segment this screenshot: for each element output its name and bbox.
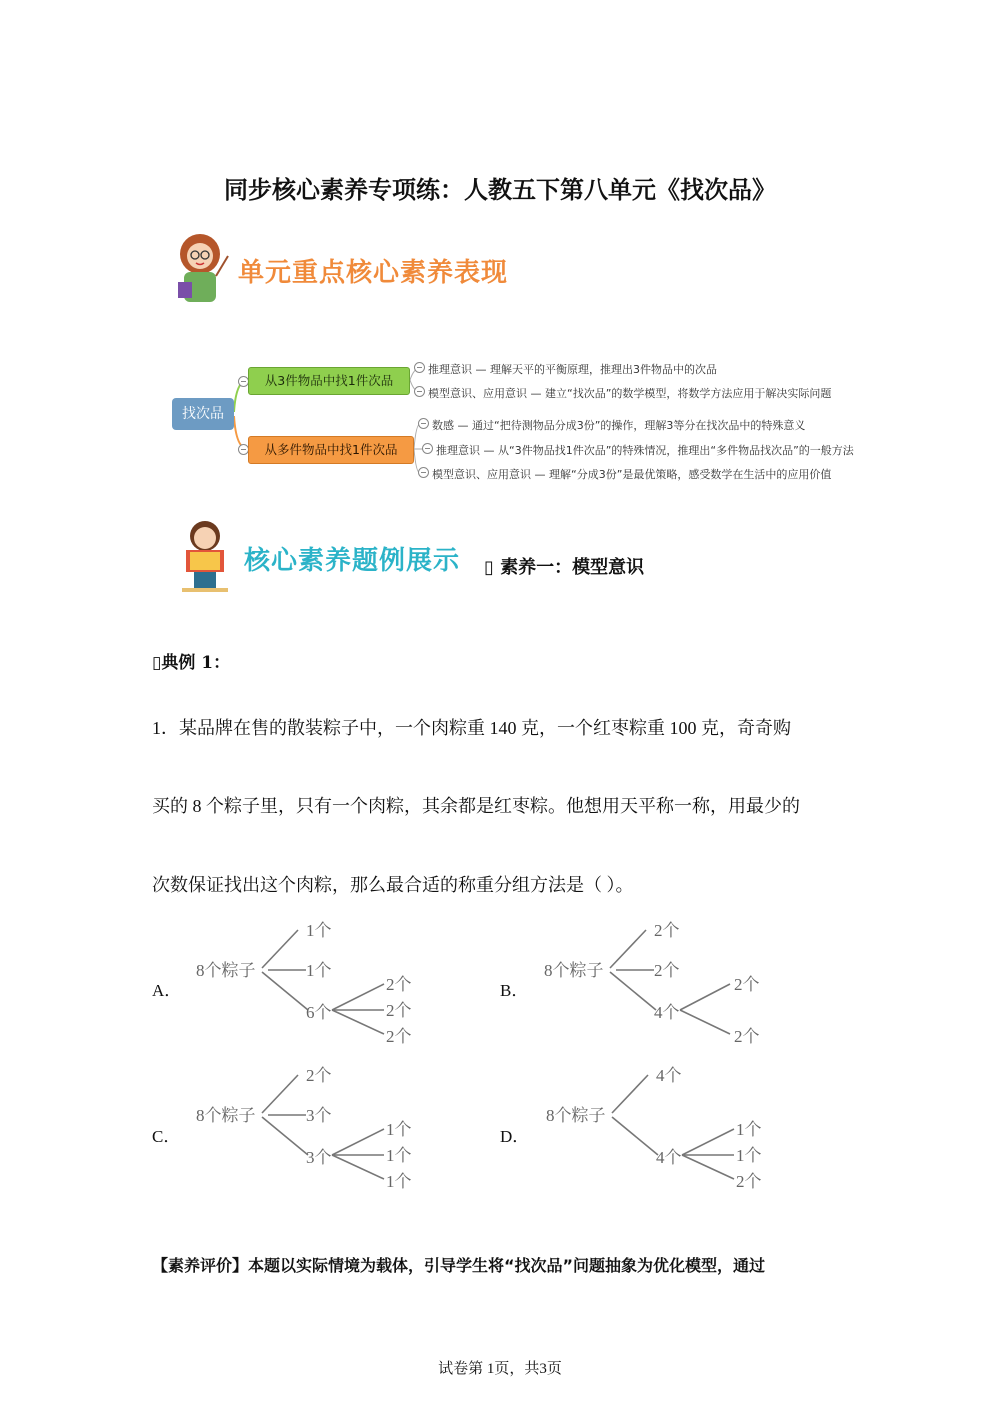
- mindmap-leaf: 模型意识、应用意识 — 建立“找次品”的数学模型，将数学方法应用于解决实际问题: [428, 387, 832, 400]
- tree-node: 4个: [656, 1148, 682, 1167]
- question-line: 买的 8 个粽子里，只有一个肉粽，其余都是红枣粽。他想用天平称一称，用最少的: [152, 796, 800, 816]
- tree-node: 4个: [656, 1066, 682, 1085]
- tree-node: 2个: [654, 921, 680, 940]
- section-heading-key-literacy: 单元重点核心素养表现: [238, 258, 509, 288]
- example-label: [152, 648, 230, 673]
- example-label-text: 典例 1：: [161, 653, 231, 673]
- tree-node: 1个: [386, 1172, 412, 1191]
- option-a-tree[interactable]: [190, 910, 430, 1050]
- option-b-tree[interactable]: [538, 910, 778, 1050]
- tree-node: 4个: [654, 1003, 680, 1022]
- option-d-letter[interactable]: D．: [500, 1127, 530, 1146]
- collapse-icon[interactable]: [414, 386, 425, 397]
- collapse-icon[interactable]: [418, 467, 429, 478]
- tree-node: 2个: [306, 1066, 332, 1085]
- option-c-letter[interactable]: C．: [152, 1127, 181, 1146]
- tree-root: 8个粽子: [546, 1106, 606, 1125]
- tree-root: 8个粽子: [196, 961, 256, 980]
- tree-node: 1个: [386, 1120, 412, 1139]
- tree-root: 8个粽子: [196, 1106, 256, 1125]
- checkbox-icon: ▯: [152, 653, 162, 673]
- tree-node: 1个: [306, 961, 332, 980]
- option-b-letter[interactable]: B．: [500, 981, 529, 1000]
- evaluation-text: 【素养评价】本题以实际情境为载体，引导学生将“找次品”问题抽象为优化模型，通过: [152, 1256, 766, 1275]
- mindmap-branch-three-items: 从3件物品中找1件次品: [248, 367, 410, 395]
- tree-node: 2个: [386, 1027, 412, 1046]
- mindmap-leaf: 推理意识 — 理解天平的平衡原理，推理出3件物品中的次品: [428, 363, 717, 376]
- section-heading-examples: 核心素养题例展示: [244, 546, 461, 576]
- tree-node: 3个: [306, 1106, 332, 1125]
- tree-node: 2个: [734, 1027, 760, 1046]
- tree-node: 1个: [306, 921, 332, 940]
- tree-node: 1个: [736, 1120, 762, 1139]
- option-c-tree[interactable]: [190, 1055, 430, 1195]
- tree-node: 6个: [306, 1003, 332, 1022]
- collapse-icon[interactable]: [418, 418, 429, 429]
- mindmap-branch-many-items: 从多件物品中找1件次品: [248, 436, 414, 464]
- tree-node: 1个: [736, 1146, 762, 1165]
- tree-node: 3个: [306, 1148, 332, 1167]
- mindmap-leaf: 推理意识 — 从“3件物品找1件次品”的特殊情况，推理出“多件物品找次品”的一般方法: [436, 444, 854, 457]
- tree-node: 2个: [654, 961, 680, 980]
- question-line: 次数保证找出这个肉粽，那么最合适的称重分组方法是（ ）。: [152, 875, 634, 895]
- tree-node: 2个: [386, 975, 412, 994]
- tree-root: 8个粽子: [544, 961, 604, 980]
- tree-node: 2个: [734, 975, 760, 994]
- checkbox-icon: ▯: [484, 557, 494, 578]
- option-d-tree[interactable]: [540, 1055, 780, 1195]
- collapse-icon[interactable]: [422, 443, 433, 454]
- reading-girl-icon: [174, 518, 236, 594]
- literacy-subheading: [484, 553, 644, 579]
- page-footer: 试卷第 1页，共3页: [438, 1361, 562, 1377]
- literacy-subheading-text: 素养一：模型意识: [500, 557, 645, 578]
- tree-node: 1个: [386, 1146, 412, 1165]
- mindmap-leaf: 模型意识、应用意识 — 理解“分成3份”是最优策略，感受数学在生活中的应用价值: [432, 468, 832, 481]
- mindmap-leaf: 数感 — 通过“把待测物品分成3份”的操作，理解3等分在找次品中的特殊意义: [432, 419, 806, 432]
- option-a-letter[interactable]: A．: [152, 981, 182, 1000]
- mindmap-root: 找次品: [172, 398, 234, 430]
- collapse-icon[interactable]: [414, 362, 425, 373]
- question-line: 1．某品牌在售的散装粽子中，一个肉粽重 140 克，一个红枣粽重 100 克，奇奇购: [152, 718, 791, 738]
- tree-node: 2个: [736, 1172, 762, 1191]
- page-title: 同步核心素养专项练：人教五下第八单元《找次品》: [224, 176, 776, 204]
- tree-node: 2个: [386, 1001, 412, 1020]
